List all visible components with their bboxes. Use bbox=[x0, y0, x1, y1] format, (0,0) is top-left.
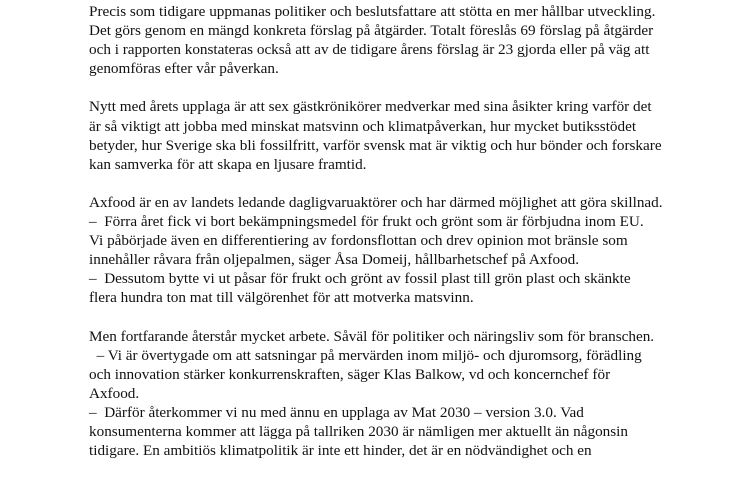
text-line: – Dessutom bytte vi ut påsar för frukt och grönt av fossil plast till grön plast och skänkte bbox=[89, 270, 631, 288]
text-line: tidigare. En ambitiös klimatpolitik är inte ett hinder, det är en nödvändighet och en bbox=[89, 442, 592, 460]
text-line: och innovation stärker konkurrenskraften, säger Klas Balkow, vd och koncernchef för bbox=[89, 365, 611, 383]
text-line: – Förra året fick vi bort bekämpningsmedel för frukt och grönt som är förbjudna inom EU. bbox=[89, 213, 644, 231]
paragraph-proposals bbox=[89, 2, 729, 78]
text-line: – Därför återkommer vi nu med ännu en upplaga av Mat 2030 – version 3.0. Vad bbox=[89, 403, 584, 421]
document-page bbox=[89, 2, 729, 479]
text-line: – Vi är övertygade om att satsningar på mervärden inom miljö- och djuromsorg, förädling bbox=[89, 346, 642, 364]
text-line: Axfood. bbox=[89, 384, 140, 402]
text-line: är så viktigt att jobba med minskat matsvinn och klimatpåverkan, hur mycket butiksstödet bbox=[89, 117, 637, 135]
paragraph-guest-columnists bbox=[89, 97, 729, 173]
text-line: Det görs genom en mängd konkreta förslag på åtgärder. Totalt föreslås 69 förslag på åtgärder bbox=[89, 22, 654, 40]
text-line: kan samverka för att skapa en ljusare framtid. bbox=[89, 155, 367, 173]
text-line: flera hundra ton mat till välgörenhet för att motverka matsvinn. bbox=[89, 289, 474, 307]
text-line: och i rapporten konstateras också att av de tidigare årens förslag är 23 gjorda eller på väg att bbox=[89, 41, 650, 59]
text-line: innehåller råvara från oljepalmen, säger Åsa Domeij, hållbarhetschef på Axfood. bbox=[89, 251, 580, 269]
text-line: Men fortfarande återstår mycket arbete. Såväl för politiker och näringsliv som för branschen. bbox=[89, 327, 655, 345]
text-line: Axfood är en av landets ledande dagligvaruaktörer och har därmed möjlighet att göra skillnad. bbox=[89, 193, 663, 211]
text-line: Precis som tidigare uppmanas politiker och beslutsfattare att stötta en mer hållbar utveckling. bbox=[89, 3, 656, 20]
paragraph-axfood-actions bbox=[89, 193, 729, 308]
paragraph-remaining-work bbox=[89, 327, 729, 461]
text-line: Nytt med årets upplaga är att sex gästkrönikörer medverkar med sina åsikter kring varför det bbox=[89, 98, 652, 116]
text-line: Vi påbörjade även en differentiering av fordonsflottan och drev opinion mot bränsle som bbox=[89, 232, 628, 250]
text-line: genomföras efter vår påverkan. bbox=[89, 60, 279, 78]
text-line: betyder, hur Sverige ska bli fossilfritt, varför svensk mat är viktig och hur bönder och forskare bbox=[89, 136, 662, 154]
text-line: konsumenterna kommer att lägga på tallriken 2030 är nämligen mer aktuellt än någonsin bbox=[89, 423, 628, 441]
